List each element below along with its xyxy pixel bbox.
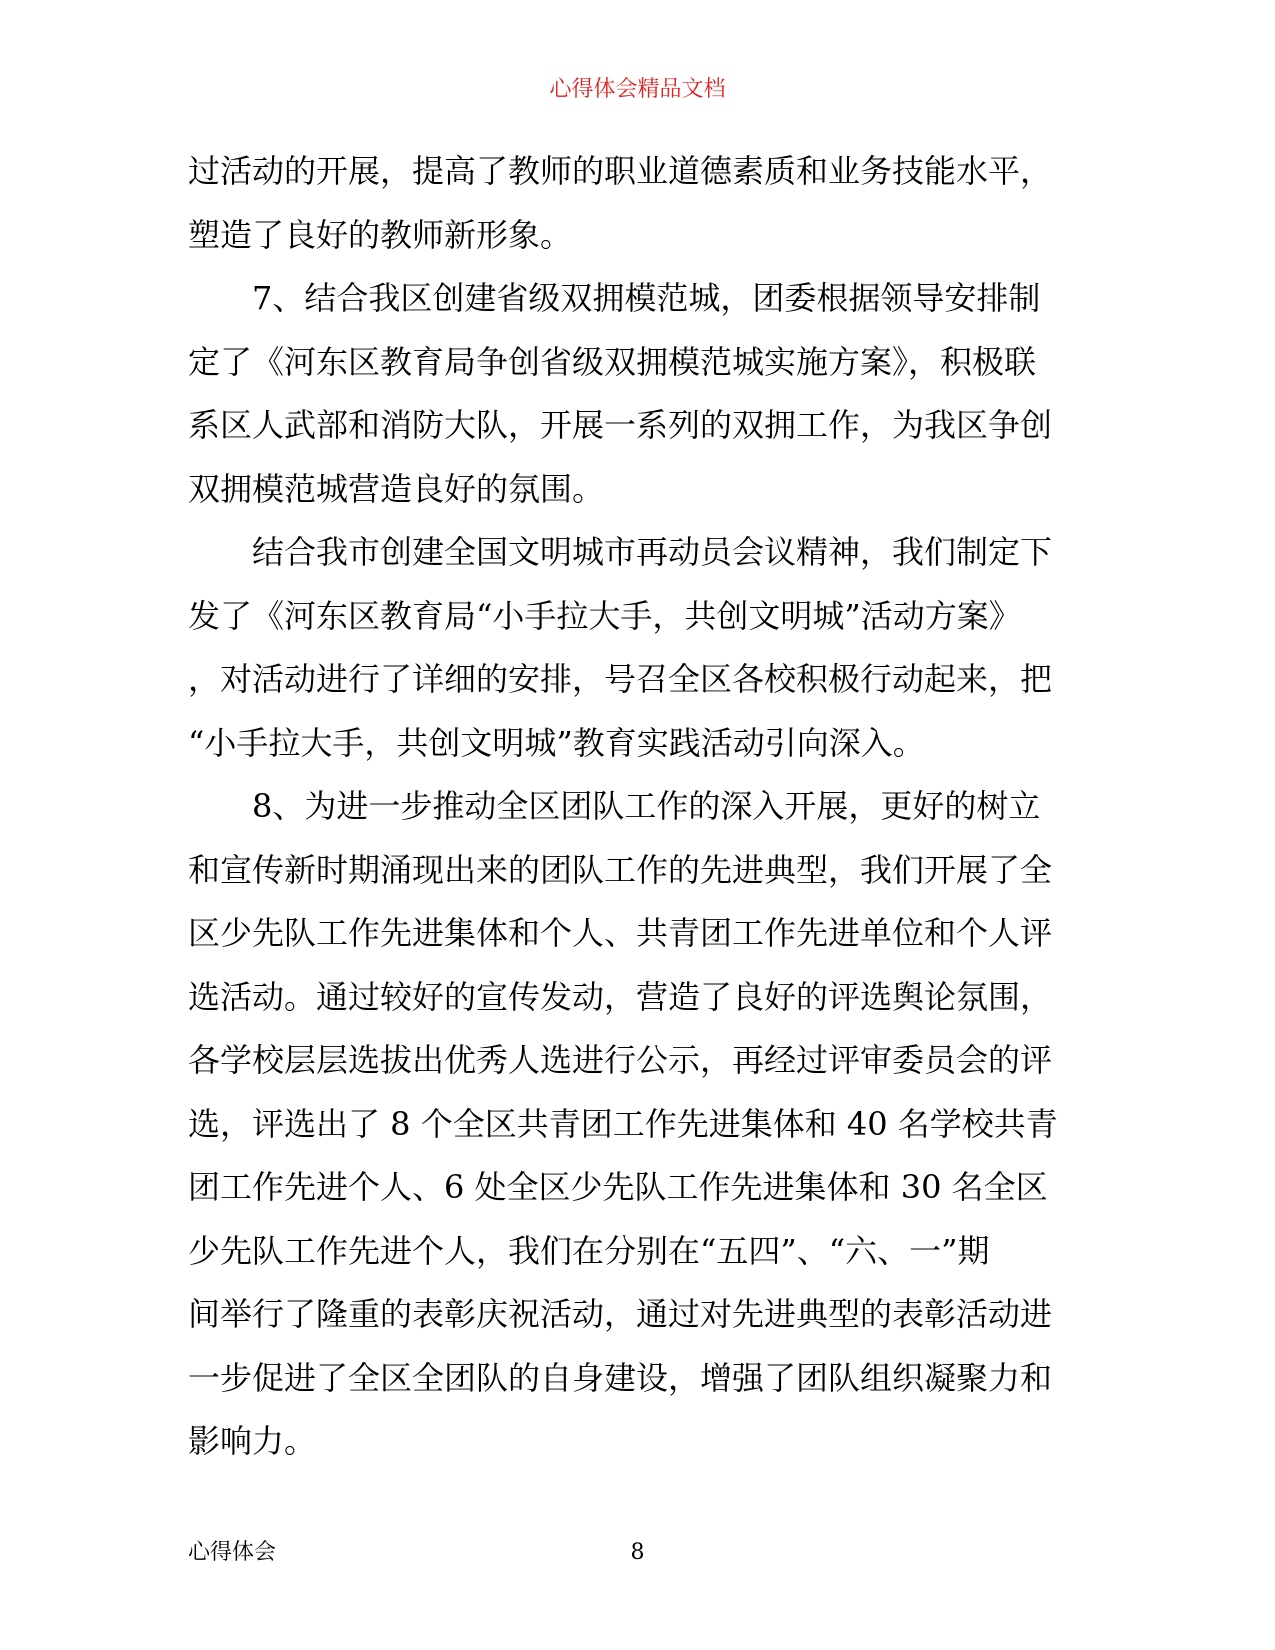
body-line: 双拥模范城营造良好的氛围。 [188, 469, 605, 508]
body-line: 区少先队工作先进集体和个人、共青团工作先进单位和个人评 [188, 914, 1053, 952]
body-line: 少先队工作先进个人，我们在分别在“五四”、“六、一”期 [188, 1231, 990, 1270]
body-line: 和宣传新时期涌现出来的团队工作的先进典型，我们开展了全 [188, 850, 1053, 889]
body-line: 影响力。 [188, 1422, 317, 1460]
document-body [188, 140, 1088, 1474]
body-line: 过活动的开展，提高了教师的职业道德素质和业务技能水平， [188, 152, 1053, 190]
body-line: ，对活动进行了详细的安排，号召全区各校积极行动起来，把 [188, 660, 1053, 698]
body-line: 选，评选出了 8 个全区共青团工作先进集体和 40 名学校共青 [188, 1104, 1058, 1143]
body-line: 发了《河东区教育局“小手拉大手，共创文明城”活动方案》 [188, 596, 1021, 635]
body-line: 塑造了良好的教师新形象。 [188, 215, 573, 254]
page-number: 8 [630, 1540, 645, 1565]
body-line: 结合我市创建全国文明城市再动员会议精神，我们制定下 [188, 533, 1053, 571]
footer-label: 心得体会 [188, 1540, 277, 1565]
page-header-title: 心得体会精品文档 [549, 77, 726, 102]
body-line: 间举行了隆重的表彰庆祝活动，通过对先进典型的表彰活动进 [188, 1295, 1053, 1333]
body-line: 团工作先进个人、6 处全区少先队工作先进集体和 30 名全区 [188, 1168, 1048, 1206]
body-line: 各学校层层选拔出优秀人选进行公示，再经过评审委员会的评 [188, 1041, 1053, 1079]
body-line: “小手拉大手，共创文明城”教育实践活动引向深入。 [188, 723, 925, 762]
body-line: 7、结合我区创建省级双拥模范城，团委根据领导安排制 [188, 279, 1041, 317]
body-line: 定了《河东区教育局争创省级双拥模范城实施方案》，积极联 [188, 342, 1037, 381]
body-line: 8、为进一步推动全区团队工作的深入开展，更好的树立 [188, 787, 1041, 825]
body-line: 选活动。通过较好的宣传发动，营造了良好的评选舆论氛围， [188, 977, 1053, 1016]
body-line: 系区人武部和消防大队，开展一系列的双拥工作，为我区争创 [188, 406, 1053, 444]
body-line: 一步促进了全区全团队的自身建设，增强了团队组织凝聚力和 [188, 1358, 1053, 1397]
